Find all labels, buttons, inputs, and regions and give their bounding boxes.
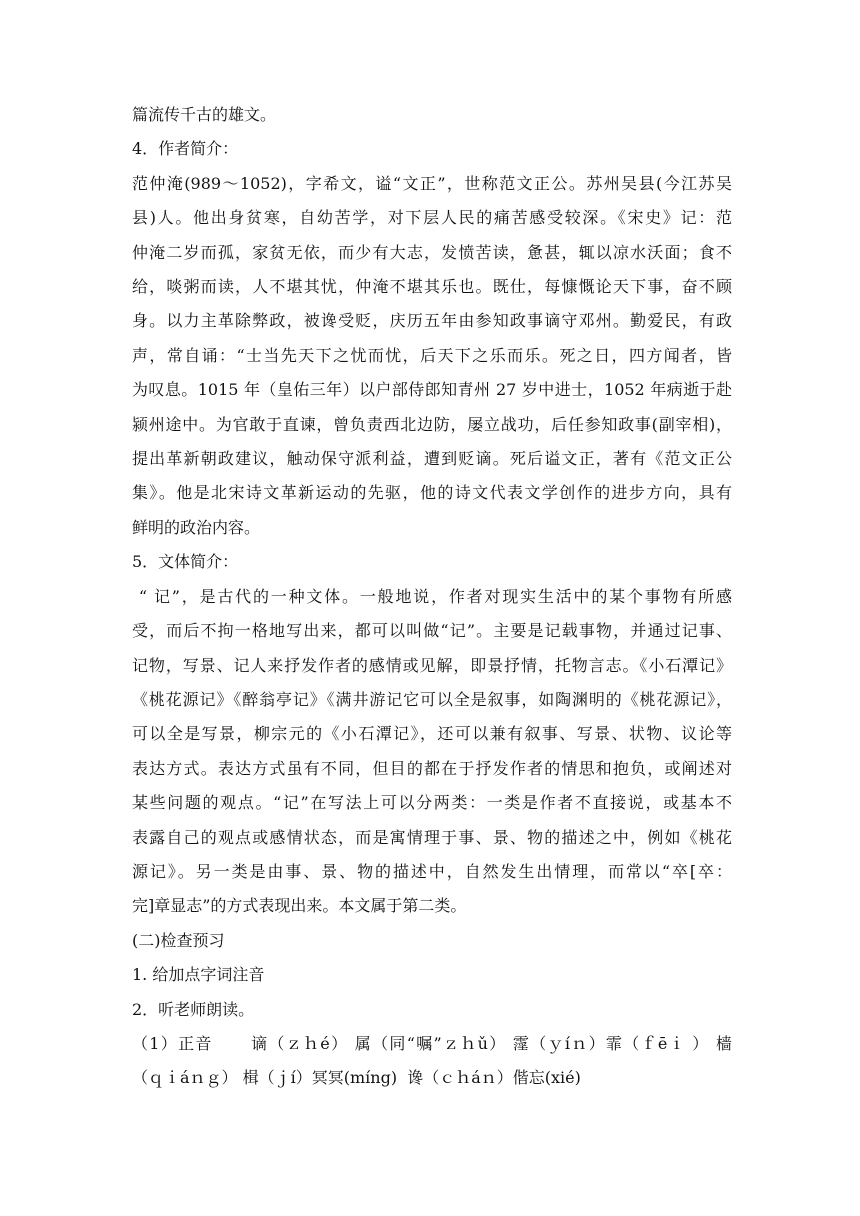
text-line: 受，而后不拘一格地写出来，都可以叫做“记”。主要是记载事物，并通过记事、: [132, 621, 732, 641]
section-heading-preview: (二)检查预习: [132, 930, 225, 950]
text-line: 某些问题的观点。“记”在写法上可以分两类：一类是作者不直接说，或基本不: [132, 793, 732, 813]
document-page: [132, 98, 732, 1096]
list-item: 1. 给加点字词注音: [132, 965, 265, 985]
list-item: 2．听老师朗读。: [132, 999, 255, 1019]
pronunciation-line: （ｑｉáｎｇ） 楫（ｊí）冥冥(míng) 谗（ｃｈáｎ）偕忘(xié): [132, 1068, 581, 1088]
section-heading-genre: 5．文体简介：: [132, 552, 239, 572]
text-line: 为叹息。1015 年（皇佑三年）以户部侍郎知青州 27 岁中进士，1052 年病逝于赴: [132, 380, 732, 400]
section-heading-author: 4．作者简介：: [132, 139, 239, 159]
text-line: 表露自己的观点或感情状态，而是寓情理于事、景、物的描述之中，例如《桃花: [132, 827, 732, 847]
text-line: 仲淹二岁而孤，家贫无依，而少有大志，发愤苦读，惫甚，辄以凉水沃面；食不: [132, 242, 732, 262]
text-line: 可以全是写景，柳宗元的《小石潭记》，还可以兼有叙事、写景、状物、议论等: [132, 724, 732, 744]
text-line: 集》。他是北宋诗文革新运动的先驱，他的诗文代表文学创作的进步方向，具有: [132, 483, 732, 503]
text-line: 《桃花源记》《醉翁亭记》《满井游记它可以全是叙事，如陶渊明的《桃花源记》，: [132, 689, 732, 709]
pronunciation-line: （1）正音 谪（ｚｈé） 属（同“嘱”ｚｈǔ） 霪（ｙíｎ）霏（ｆēｉ ） 樯: [132, 1033, 732, 1053]
text-line: 源记》。另一类是由事、景、物的描述中，自然发生出情理，而常以“卒[卒：: [132, 861, 732, 881]
text-line: 提出革新朝政建议，触动保守派利益，遭到贬谪。死后谥文正，著有《范文正公: [132, 449, 732, 469]
text-line: 声，常自诵：“士当先天下之忧而忧，后天下之乐而乐。死之日，四方闻者，皆: [132, 345, 732, 365]
text-line: 篇流传千古的雄文。: [132, 105, 277, 124]
text-line: 范仲淹(989～1052)，字希文，谥“文正”，世称范文正公。苏州吴县(今江苏吴: [132, 173, 732, 193]
text-line: 颍州途中。为官敢于直谏，曾负责西北边防，屡立战功，后任参知政事(副宰相)，: [132, 414, 732, 434]
text-line: 完]章显志”的方式表现出来。本文属于第二类。: [132, 896, 467, 916]
text-line: 鲜明的政治内容。: [132, 517, 261, 537]
text-line: 记物，写景、记人来抒发作者的感情或见解，即景抒情，托物言志。《小石潭记》: [132, 655, 732, 675]
text-line: 给，啖粥而读，人不堪其忧，仲淹不堪其乐也。既仕，每慷慨论天下事，奋不顾: [132, 277, 732, 297]
text-line: 表达方式。表达方式虽有不同，但目的都在于抒发作者的情思和抱负，或阐述对: [132, 758, 732, 778]
text-line: 县)人。他出身贫寒，自幼苦学，对下层人民的痛苦感受较深。《宋史》记：范: [132, 208, 732, 228]
text-line: 身。以力主革除弊政，被谗受贬，庆历五年由参知政事谪守邓州。勤爱民，有政: [132, 311, 732, 331]
text-line: “ 记”，是古代的一种文体。一般地说，作者对现实生活中的某个事物有所感: [132, 586, 732, 606]
